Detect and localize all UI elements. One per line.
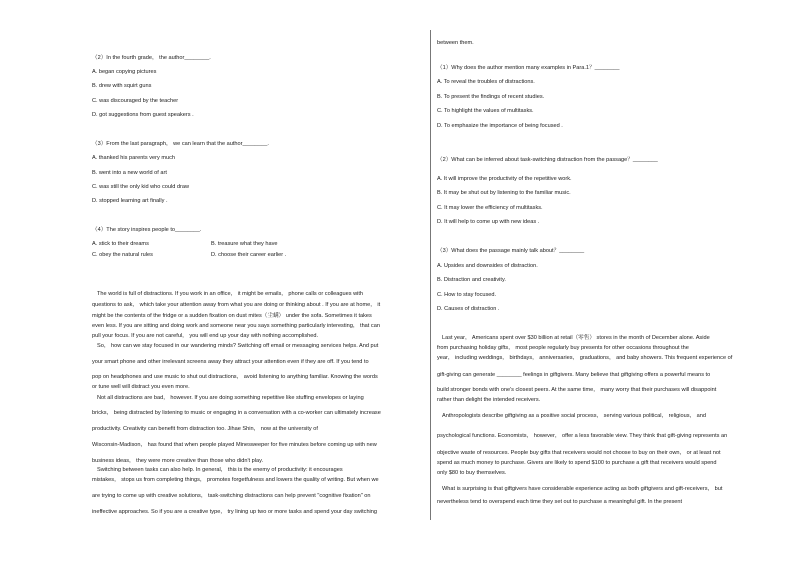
option: D. It will help to come up with new ideas . [437, 219, 540, 225]
option: C. was still the only kid who could draw [92, 184, 190, 190]
passage-line: Not all distractions are bad， however. If you are doing something repetitive like stuffing envelopes or laying [97, 395, 364, 401]
option: B. It may be shut out by listening to the familiar music. [437, 190, 571, 196]
option: D. To emphasize the importance of being focused . [437, 123, 563, 129]
option: D. choose their career earlier . [211, 252, 287, 258]
passage-line: So， how can we stay focused in our wandering minds? Switching off email or messaging services helps. And put [97, 343, 379, 349]
passage-line: even less. If you are sitting and doing work and someone near you says something particularly interesting， that can [92, 323, 380, 329]
passage-line: ineffective approaches. So if you are a creative type， try lining up two or more tasks and spend your day switching [92, 509, 378, 515]
passage-line: productivity. Creativity can benefit from distraction too. Jihae Shin， now at the university of [92, 426, 318, 432]
passage-line: or tune well will distract you even more. [92, 384, 190, 390]
passage-line: Last year， Americans spent over $30 billion at retail（零售） stores in the month of December alone. Aside [442, 335, 710, 341]
passage-line: Anthropologists describe giftgiving as a positive social process， serving various political， religious， and [442, 413, 706, 419]
option: B. treasure what they have [211, 241, 278, 247]
option: A. Upsides and downsides of distraction. [437, 263, 538, 269]
passage-line: from purchasing holiday gifts， most people regularly buy presents for other occasions throughout the [437, 345, 689, 351]
option: A. began copying pictures [92, 69, 157, 75]
option: C. was discouraged by the teacher [92, 98, 179, 104]
option: B. To present the findings of recent studies. [437, 94, 545, 100]
question-stem: （3）From the last paragraph， we can learn that the author________. [92, 141, 269, 147]
passage-line: What is surprising is that giftgivers have considerable experience acting as both giftgivers and gift-receivers， but [442, 486, 723, 492]
passage-line: year， including weddings， birthdays， anniversaries， graduations， and baby showers. This frequent experience of [437, 355, 733, 361]
option: C. obey the natural rules [92, 252, 153, 258]
question-stem: （3）What does the passage mainly talk about？________ [437, 248, 585, 254]
option: C. It may lower the efficiency of multitasks. [437, 205, 543, 211]
question-stem: （2）What can be inferred about task-switching distraction from the passage？________ [437, 157, 658, 163]
passage-line: pop on headphones and use music to shut out distractions， avoid listening to anything familiar. Knowing the words [92, 374, 378, 380]
option: A. It will improve the productivity of the repetitive work. [437, 176, 572, 182]
passage-line: Switching between tasks can also help. In general， this is the enemy of productivity: it encourages [97, 467, 343, 473]
option: C. How to stay focused. [437, 292, 497, 298]
passage-line: questions to ask， which take your attention away from what you are doing or thinking about . If you are at home， it [92, 302, 381, 308]
passage-line: objective waste of resources. People buy gifts that receivers would not choose to buy on their own， or at least not [437, 450, 721, 456]
option: B. went into a new world of art [92, 170, 167, 176]
passage-line: only $80 to buy themselves. [437, 470, 507, 476]
passage-line: business ideas， they were more creative than those who didn't play. [92, 458, 264, 464]
question-stem: （1）Why does the author mention many examples in Para.1？________ [437, 65, 620, 71]
option: A. To reveal the troubles of distractions. [437, 79, 535, 85]
option: D. got suggestions from guest speakers . [92, 112, 194, 118]
passage-line: nevertheless tend to overspend each time they set out to purchase a meaningful gift. In the present [437, 499, 683, 505]
option: A. stick to their dreams [92, 241, 149, 247]
column-divider [430, 30, 431, 520]
option: D. Causes of distraction . [437, 306, 500, 312]
option: C. To highlight the values of multitasks. [437, 108, 534, 114]
passage-line: build stronger bonds with one's closest peers. At the same time， many worry that their purchases will disappoint [437, 387, 717, 393]
passage-line: gift-giving can generate ________ feelings in giftgivers. Many believe that giftgiving offers a powerful means to [437, 372, 711, 378]
option: B. drew with squirt guns [92, 83, 152, 89]
passage-line: spend as much money to purchase. Givers are likely to spend $100 to purchase a gift that receivers would spend [437, 460, 717, 466]
passage-line: between them. [437, 40, 474, 46]
option: B. Distraction and creativity. [437, 277, 506, 283]
option: A. thanked his parents very much [92, 155, 176, 161]
option: D. stopped learning art finally . [92, 198, 168, 204]
passage-line: mistakes， stops us from completing things， promotes forgetfulness and lowers the quality of writing. But when we [92, 477, 379, 483]
question-stem: （2）In the fourth grade， the author________. [92, 55, 211, 61]
passage-line: are trying to come up with creative solutions， task-switching distractions can help prevent "cognitive fixation" on [92, 493, 371, 499]
passage-line: The world is full of distractions. If you work in an office， it might be emails， phone calls or colleagues with [97, 291, 364, 297]
passage-line: psychological functions. Economists， however， offer a less favorable view. They think that gift-giving represents an [437, 433, 728, 439]
passage-line: your smart phone and other irrelevant screens away they attract your attention even if they are off. If you tend to [92, 359, 369, 365]
passage-line: rather than delight the intended receivers. [437, 397, 541, 403]
question-stem: （4）The story inspires people to________. [92, 227, 202, 233]
passage-line: Wisconsin-Madison， has found that when people played Minesweeper for five minutes before coming up with new [92, 442, 377, 448]
passage-line: might be the contents of the fridge or a sudden fixation on dust mites（尘螨） under the sofa. Sometimes it takes [92, 313, 372, 319]
passage-line: pull your focus. If you are not careful， you will end up your day with nothing accomplished. [92, 333, 319, 339]
passage-line: bricks， being distracted by listening to music or engaging in a conversation with a co-worker can ultimately increase [92, 410, 381, 416]
